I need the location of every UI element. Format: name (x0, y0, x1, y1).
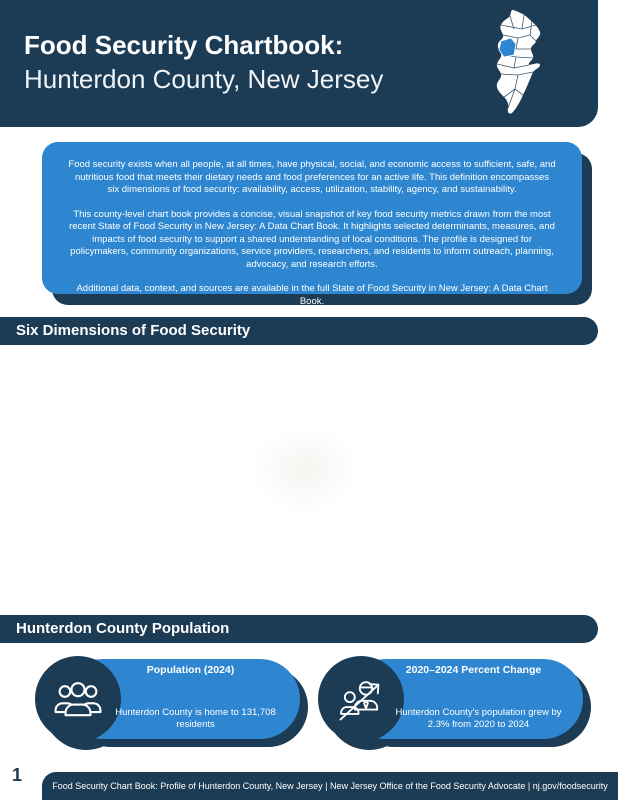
population-growth-arrow-icon (333, 671, 389, 727)
hunterdon-county-highlight (499, 38, 516, 57)
people-group-icon (50, 671, 106, 727)
stat-card-body: Hunterdon County's population grew by 2.3% from 2020 to 2024 (395, 707, 562, 730)
page-header (0, 0, 598, 127)
stat-card-population (35, 655, 300, 743)
stat-card-title: 2020–2024 Percent Change (405, 664, 542, 676)
intro-paragraph-3: Additional data, context, and sources are available in the full State of Food Security in New Jersey: A Data Chart Book. (76, 283, 548, 307)
faded-graphic-placeholder (250, 425, 360, 515)
footer-bar (42, 772, 618, 800)
section-banner-population (0, 615, 598, 643)
section-title: Six Dimensions of Food Security (16, 322, 251, 339)
stat-card-title: Population (2024) (146, 664, 235, 676)
stat-card-percent-change (318, 655, 583, 743)
section-banner-six-dimensions (0, 317, 598, 345)
page-title-line1: Food Security Chartbook: (24, 30, 344, 60)
intro-paragraph-1: Food security exists when all people, at all times, have physical, social, and economic access to sufficient, safe, and nutritious food that meets their dietary needs and food preferences for an active life. This definition encompasses six dimensions of food security: availability, access, utilization, stability, agency, and sustainability. (68, 159, 556, 195)
footer-text: Food Security Chart Book: Profile of Hunterdon County, New Jersey | New Jersey Office of the Food Security Advocate | nj.gov/foodsecurity (52, 781, 608, 791)
stat-card-body: Hunterdon County is home to 131,708 residents (115, 707, 276, 730)
page-number: 1 (12, 765, 23, 785)
intro-text-box (42, 142, 582, 307)
new-jersey-county-map-icon (488, 5, 554, 118)
page-title-line2: Hunterdon County, New Jersey (24, 64, 384, 94)
intro-paragraph-2: This county-level chart book provides a concise, visual snapshot of key food security metrics drawn from the most recent State of Food Security in New Jersey: A Data Chart Book. It highlights selected determinants, measures, and impacts of food security to support a shared understanding of local conditions. The profile is designed for policymakers, community organizations, service providers, researchers, and residents to inform outreach, planning, advocacy, and research efforts. (69, 208, 555, 270)
section-title: Hunterdon County Population (16, 620, 230, 637)
